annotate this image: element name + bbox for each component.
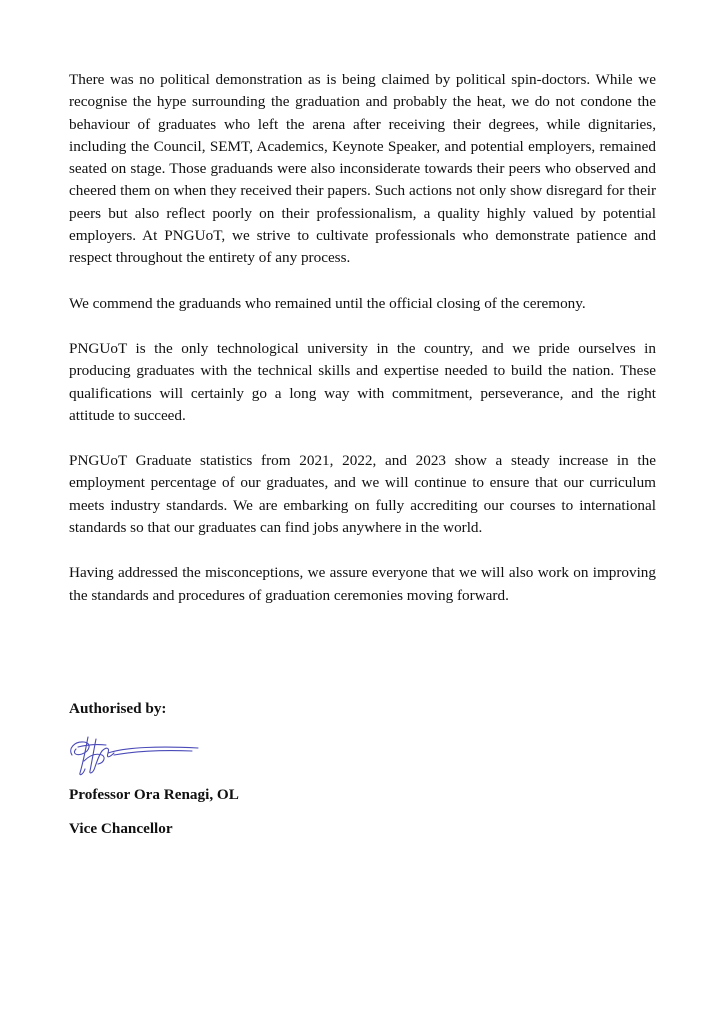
- paragraph-university: PNGUoT is the only technological university in the country, and we pride ourselves in producing graduates with the technical skills and expertise needed to build the nation. These qualifications will certainly go a long way with commitment, perseverance, and the right attitude to succeed.: [69, 339, 656, 424]
- letter-body: [69, 69, 656, 630]
- paragraph-statistics: PNGUoT Graduate statistics from 2021, 2022, and 2023 show a steady increase in the employment percentage of our graduates, and we will continue to ensure that our curriculum meets industry standards. We are embarking on fully accrediting our courses to international standards so that our graduates can find jobs anywhere in the world.: [69, 452, 656, 537]
- signer-name: Professor Ora Renagi, OL: [69, 786, 239, 803]
- authorised-by-label: Authorised by:: [69, 700, 167, 717]
- paragraph-closing: Having addressed the misconceptions, we assure everyone that we will also work on improving the standards and procedures of graduation ceremonies moving forward.: [69, 564, 656, 604]
- paragraph-demonstration: There was no political demonstration as is being claimed by political spin-doctors. While we recognise the hype surrounding the graduation and probably the heat, we do not condone the behaviour of graduates who left the arena after receiving their degrees, while dignitaries, including the Council, SEMT, Academics, Keynote Speaker, and potential employers, remained seated on stage. Those graduands were also inconsiderate towards their peers who observed and cheered them on when they received their papers. Such actions not only show disregard for their peers but also reflect poorly on their professionalism, a quality highly valued by potential employers. At PNGUoT, we strive to cultivate professionals who demonstrate patience and respect throughout the entirety of any process.: [69, 71, 656, 267]
- paragraph-commendation: We commend the graduands who remained until the official closing of the ceremony.: [69, 294, 586, 312]
- handwritten-signature: [66, 733, 206, 779]
- signer-title: Vice Chancellor: [69, 820, 173, 837]
